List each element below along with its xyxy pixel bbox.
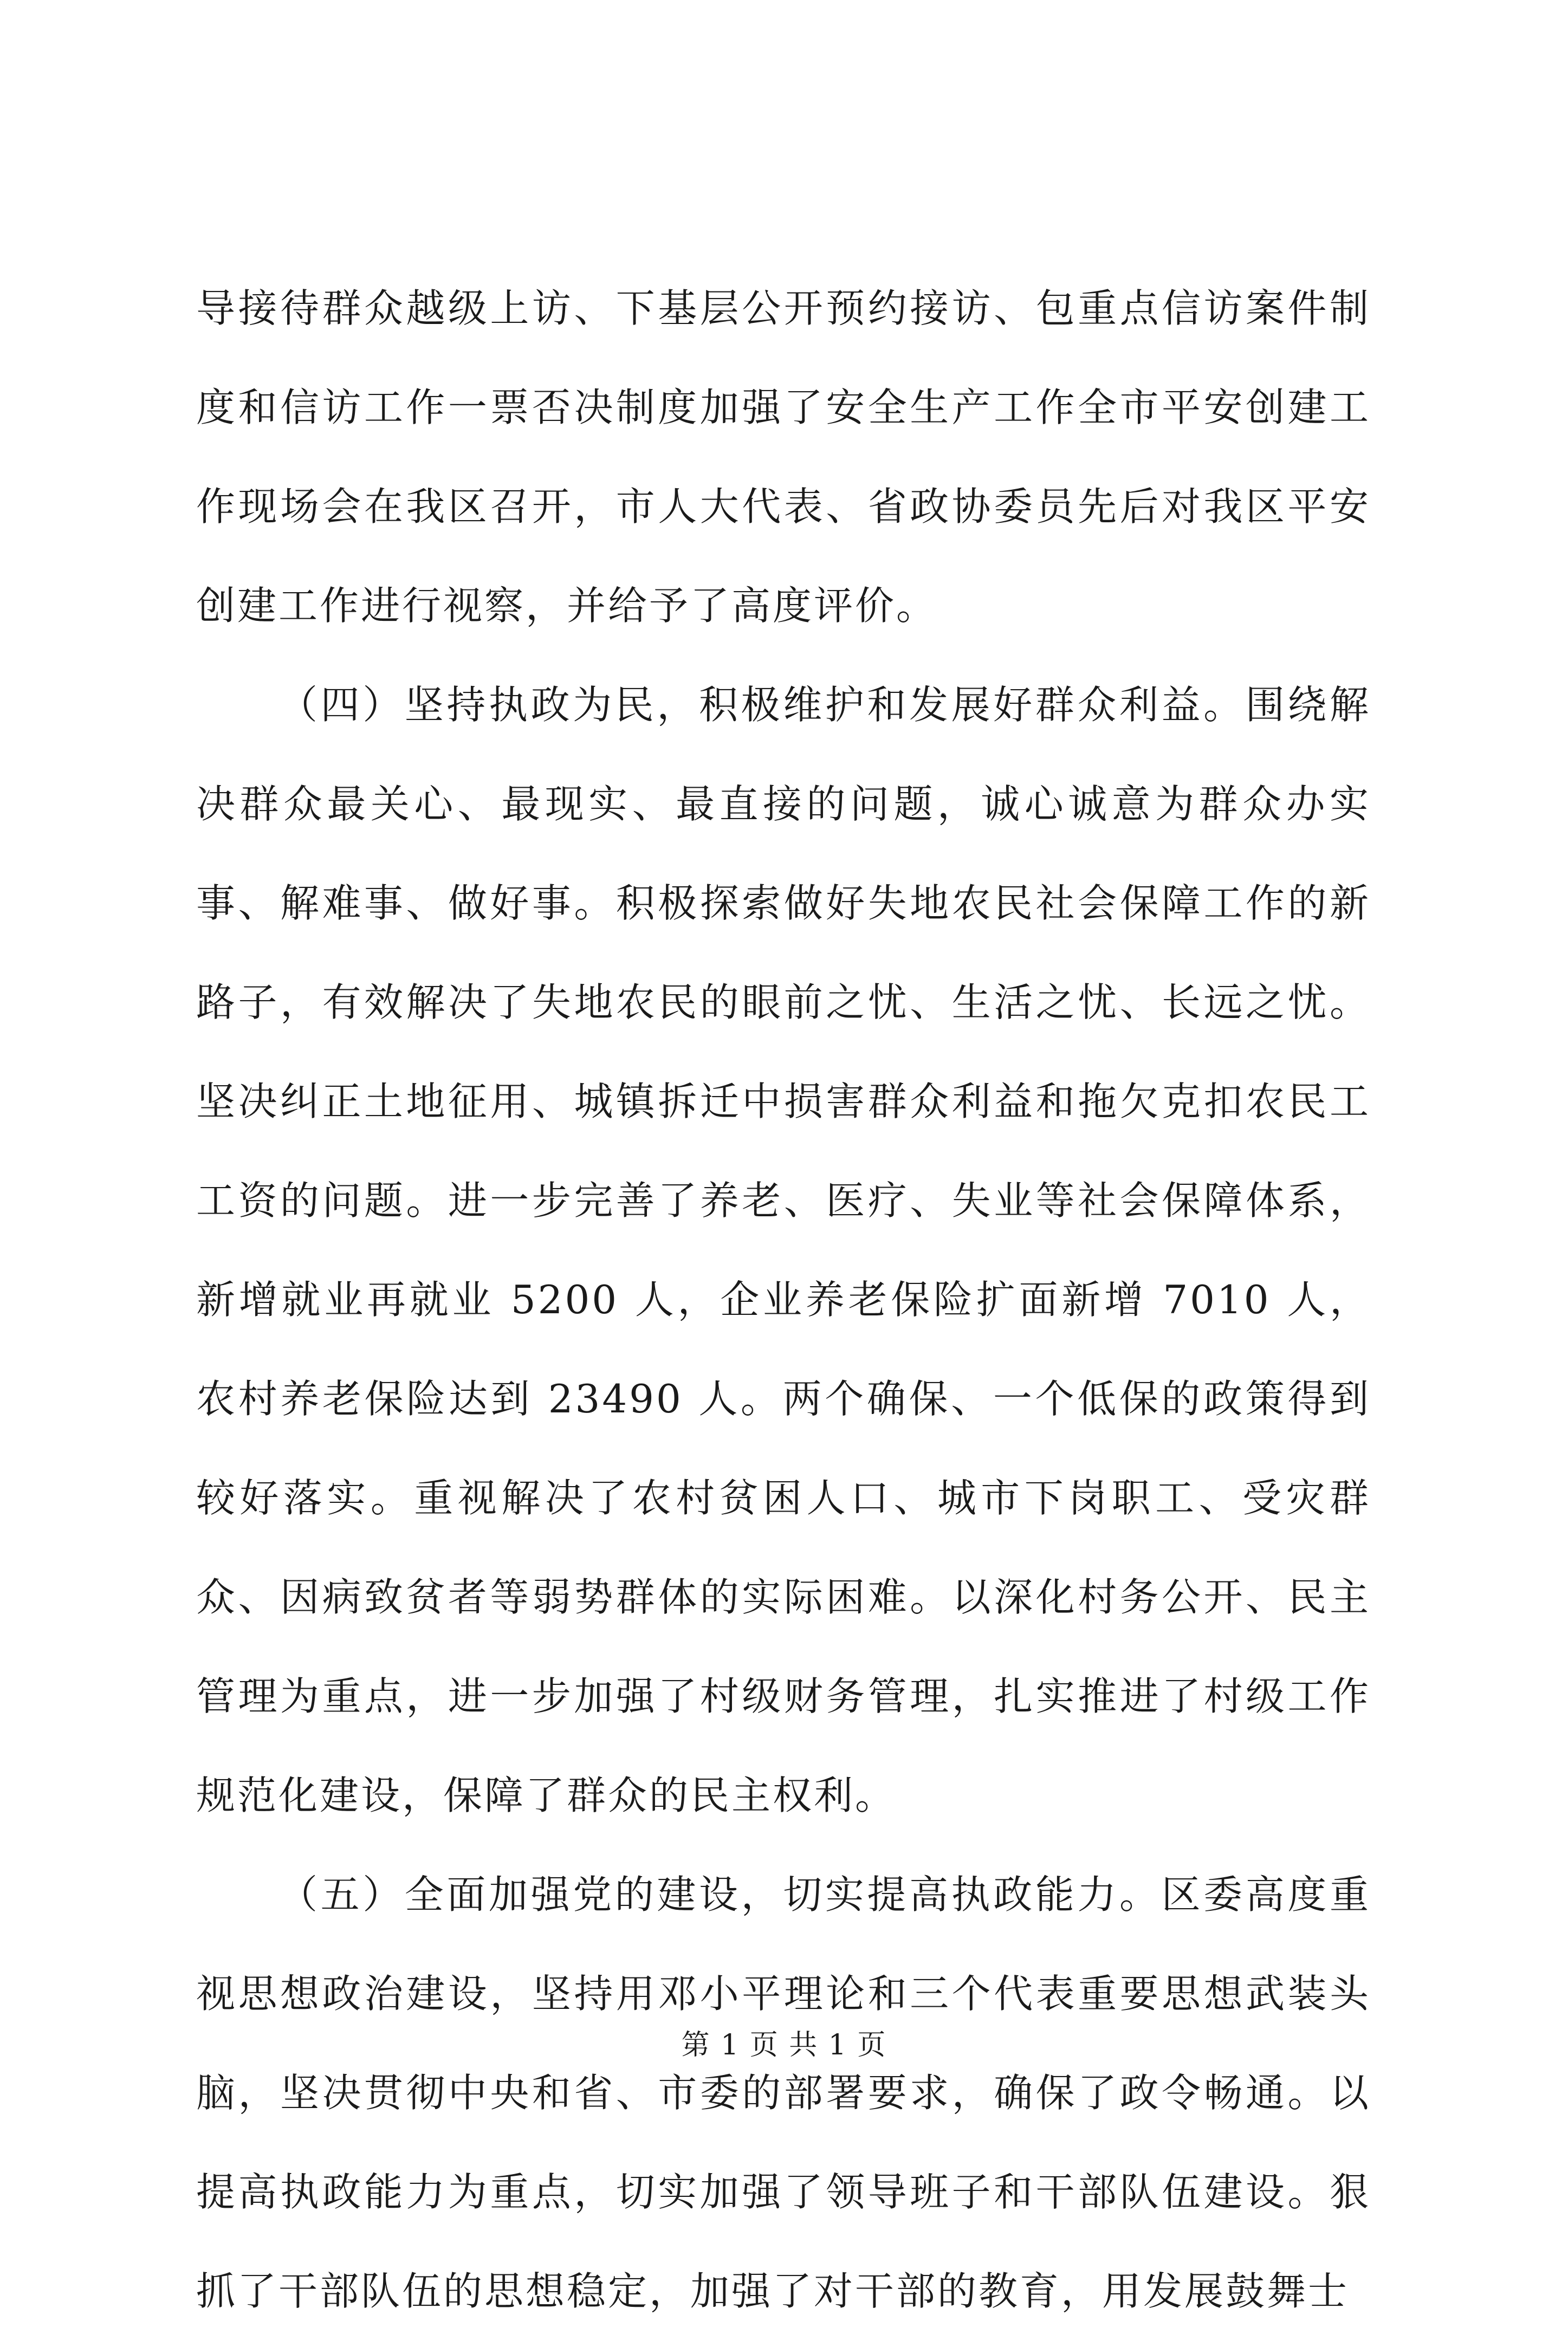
paragraph-section-four: （四）坚持执政为民，积极维护和发展好群众利益。围绕解决群众最关心、最现实、最直接的问题，诚心诚意为群众办实事、解难事、做好事。积极探索做好失地农民社会保障工作的新路子，有效解决了失地农民的眼前之忧、生活之忧、长远之忧。坚决纠正土地征用、城镇拆迁中损害群众利益和拖欠克扣农民工工资的问题。进一步完善了养老、医疗、失业等社会保障体系，新增就业再就业 5200 人，企业养老保险扩面新增 7010 人，农村养老保险达到 23490 人。两个确保、一个低保的政策得到较好落实。重视解决了农村贫困人口、城市下岗职工、受灾群众、因病致贫者等弱势群体的实际困难。以深化村务公开、民主管理为重点，进一步加强了村级财务管理，扎实推进了村级工作规范化建设，保障了群众的民主权利。 — [196, 682, 1371, 1818]
paragraph-continued: 导接待群众越级上访、下基层公开预约接访、包重点信访案件制度和信访工作一票否决制度加强了安全生产工作全市平安创建工作现场会在我区召开，市人大代表、省政协委员先后对我区平安创建工作进行视察，并给予了高度评价。 — [196, 286, 1371, 628]
page-footer: 第 1 页 共 1 页 — [681, 2029, 887, 2061]
paragraph-section-five: （五）全面加强党的建设，切实提高执政能力。区委高度重视思想政治建设，坚持用邓小平理论和三个代表重要思想武装头脑，坚决贯彻中央和省、市委的部署要求，确保了政令畅通。以提高执政能力为重点，切实加强了领导班子和干部队伍建设。狠抓了干部队伍的思想稳定，加强了对干部的教育，用发展鼓舞士 — [196, 1872, 1371, 2314]
